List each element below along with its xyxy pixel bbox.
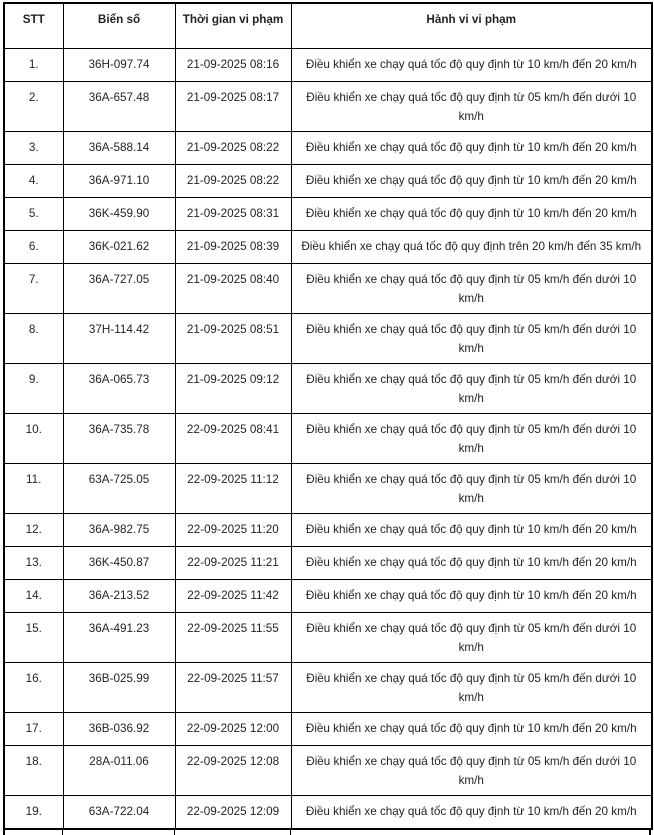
- table-row: [4, 613, 652, 663]
- table-row: [4, 713, 652, 746]
- cell-behavior: Điều khiển xe chạy quá tốc độ quy định từ 10 km/h đến 20 km/h: [291, 580, 652, 613]
- cell-stt: 6.: [4, 231, 63, 264]
- table-header: [4, 3, 652, 49]
- cell-time: 21-09-2025 08:17: [175, 82, 291, 132]
- header-row: [4, 3, 652, 49]
- cell-stt: 4.: [4, 165, 63, 198]
- cell-time: 21-09-2025 08:40: [175, 264, 291, 314]
- cell-stt: 2.: [4, 82, 63, 132]
- cell-stt: 15.: [4, 613, 63, 663]
- cell-time: 21-09-2025 08:22: [175, 132, 291, 165]
- cell-behavior: Điều khiển xe chạy quá tốc độ quy định từ 05 km/h đến dưới 10 km/h: [291, 264, 652, 314]
- column-header-plate: Biển số: [63, 3, 175, 49]
- cell-stt: 19.: [4, 796, 63, 830]
- cell-time: 21-09-2025 08:39: [175, 231, 291, 264]
- cell-plate: 36A-735.78: [63, 414, 175, 464]
- table-row: [4, 165, 652, 198]
- cell-behavior: Điều khiển xe chạy quá tốc độ quy định từ 10 km/h đến 20 km/h: [291, 49, 652, 82]
- cell-stt: 7.: [4, 264, 63, 314]
- cell-plate: 37H-114.42: [63, 314, 175, 364]
- cell-behavior: Điều khiển xe chạy quá tốc độ quy định từ 05 km/h đến dưới 10 km/h: [291, 464, 652, 514]
- table-row: [4, 82, 652, 132]
- cell-time: 22-09-2025 11:55: [175, 613, 291, 663]
- cell-behavior: Điều khiển xe chạy quá tốc độ quy định từ 10 km/h đến 20 km/h: [291, 165, 652, 198]
- partial-cell-time: [175, 830, 291, 835]
- table-row: [4, 314, 652, 364]
- cell-stt: 16.: [4, 663, 63, 713]
- cell-behavior: Điều khiển xe chạy quá tốc độ quy định trên 20 km/h đến 35 km/h: [291, 231, 652, 264]
- table-row: [4, 198, 652, 231]
- table-row: [4, 663, 652, 713]
- cell-plate: 36A-657.48: [63, 82, 175, 132]
- table-row: [4, 231, 652, 264]
- cell-time: 22-09-2025 08:41: [175, 414, 291, 464]
- cell-plate: 36K-450.87: [63, 547, 175, 580]
- cell-stt: 12.: [4, 514, 63, 547]
- cell-time: 21-09-2025 08:51: [175, 314, 291, 364]
- cell-time: 22-09-2025 11:21: [175, 547, 291, 580]
- cell-behavior: Điều khiển xe chạy quá tốc độ quy định từ 10 km/h đến 20 km/h: [291, 514, 652, 547]
- cell-plate: 63A-722.04: [63, 796, 175, 830]
- cell-time: 22-09-2025 11:57: [175, 663, 291, 713]
- cell-stt: 1.: [4, 49, 63, 82]
- cell-plate: 36A-065.73: [63, 364, 175, 414]
- cell-time: 22-09-2025 12:00: [175, 713, 291, 746]
- cell-plate: 36A-982.75: [63, 514, 175, 547]
- partial-cell-plate: [63, 830, 175, 835]
- cell-time: 22-09-2025 11:20: [175, 514, 291, 547]
- table-row: [4, 514, 652, 547]
- table-row: [4, 746, 652, 796]
- cell-behavior: Điều khiển xe chạy quá tốc độ quy định từ 05 km/h đến dưới 10 km/h: [291, 414, 652, 464]
- cell-plate: 36A-213.52: [63, 580, 175, 613]
- cell-plate: 36K-459.90: [63, 198, 175, 231]
- table-row: [4, 464, 652, 514]
- table-row: [4, 580, 652, 613]
- cell-behavior: Điều khiển xe chạy quá tốc độ quy định từ 05 km/h đến dưới 10 km/h: [291, 613, 652, 663]
- partial-cell-stt: [5, 830, 63, 835]
- table-row: [4, 264, 652, 314]
- column-header-time: Thời gian vi phạm: [175, 3, 291, 49]
- cell-time: 21-09-2025 08:31: [175, 198, 291, 231]
- cell-time: 21-09-2025 08:22: [175, 165, 291, 198]
- partial-cell-behavior: [291, 830, 649, 835]
- cell-time: 22-09-2025 12:09: [175, 796, 291, 830]
- cell-stt: 13.: [4, 547, 63, 580]
- cell-behavior: Điều khiển xe chạy quá tốc độ quy định từ 10 km/h đến 20 km/h: [291, 713, 652, 746]
- cell-behavior: Điều khiển xe chạy quá tốc độ quy định từ 05 km/h đến dưới 10 km/h: [291, 364, 652, 414]
- cell-stt: 10.: [4, 414, 63, 464]
- cell-stt: 11.: [4, 464, 63, 514]
- table-row: [4, 49, 652, 82]
- cell-stt: 14.: [4, 580, 63, 613]
- cell-plate: 36A-971.10: [63, 165, 175, 198]
- cell-behavior: Điều khiển xe chạy quá tốc độ quy định từ 10 km/h đến 20 km/h: [291, 198, 652, 231]
- cell-plate: 36B-025.99: [63, 663, 175, 713]
- column-header-stt: STT: [4, 3, 63, 49]
- cell-behavior: Điều khiển xe chạy quá tốc độ quy định từ 10 km/h đến 20 km/h: [291, 132, 652, 165]
- cell-plate: 36B-036.92: [63, 713, 175, 746]
- table-row: [4, 796, 652, 830]
- cell-plate: 36K-021.62: [63, 231, 175, 264]
- cell-time: 21-09-2025 09:12: [175, 364, 291, 414]
- cell-stt: 9.: [4, 364, 63, 414]
- cell-behavior: Điều khiển xe chạy quá tốc độ quy định từ 05 km/h đến dưới 10 km/h: [291, 746, 652, 796]
- table-row: [4, 364, 652, 414]
- cell-plate: 36H-097.74: [63, 49, 175, 82]
- cell-stt: 3.: [4, 132, 63, 165]
- partial-next-row: [3, 830, 651, 835]
- cell-behavior: Điều khiển xe chạy quá tốc độ quy định từ 10 km/h đến 20 km/h: [291, 547, 652, 580]
- cell-behavior: Điều khiển xe chạy quá tốc độ quy định từ 10 km/h đến 20 km/h: [291, 796, 652, 830]
- cell-plate: 36A-491.23: [63, 613, 175, 663]
- violation-table-body: [4, 49, 652, 830]
- table-row: [4, 132, 652, 165]
- column-header-behavior: Hành vi vi phạm: [291, 3, 652, 49]
- cell-behavior: Điều khiển xe chạy quá tốc độ quy định từ 05 km/h đến dưới 10 km/h: [291, 314, 652, 364]
- cell-plate: 36A-588.14: [63, 132, 175, 165]
- cell-plate: 63A-725.05: [63, 464, 175, 514]
- violation-table: [3, 2, 653, 830]
- cell-behavior: Điều khiển xe chạy quá tốc độ quy định từ 05 km/h đến dưới 10 km/h: [291, 82, 652, 132]
- cell-stt: 8.: [4, 314, 63, 364]
- cell-stt: 17.: [4, 713, 63, 746]
- table-row: [4, 414, 652, 464]
- cell-behavior: Điều khiển xe chạy quá tốc độ quy định từ 05 km/h đến dưới 10 km/h: [291, 663, 652, 713]
- cell-stt: 5.: [4, 198, 63, 231]
- cell-stt: 18.: [4, 746, 63, 796]
- cell-time: 21-09-2025 08:16: [175, 49, 291, 82]
- table-row: [4, 547, 652, 580]
- cell-time: 22-09-2025 11:42: [175, 580, 291, 613]
- cell-plate: 28A-011.06: [63, 746, 175, 796]
- cell-time: 22-09-2025 11:12: [175, 464, 291, 514]
- cell-plate: 36A-727.05: [63, 264, 175, 314]
- cell-time: 22-09-2025 12:08: [175, 746, 291, 796]
